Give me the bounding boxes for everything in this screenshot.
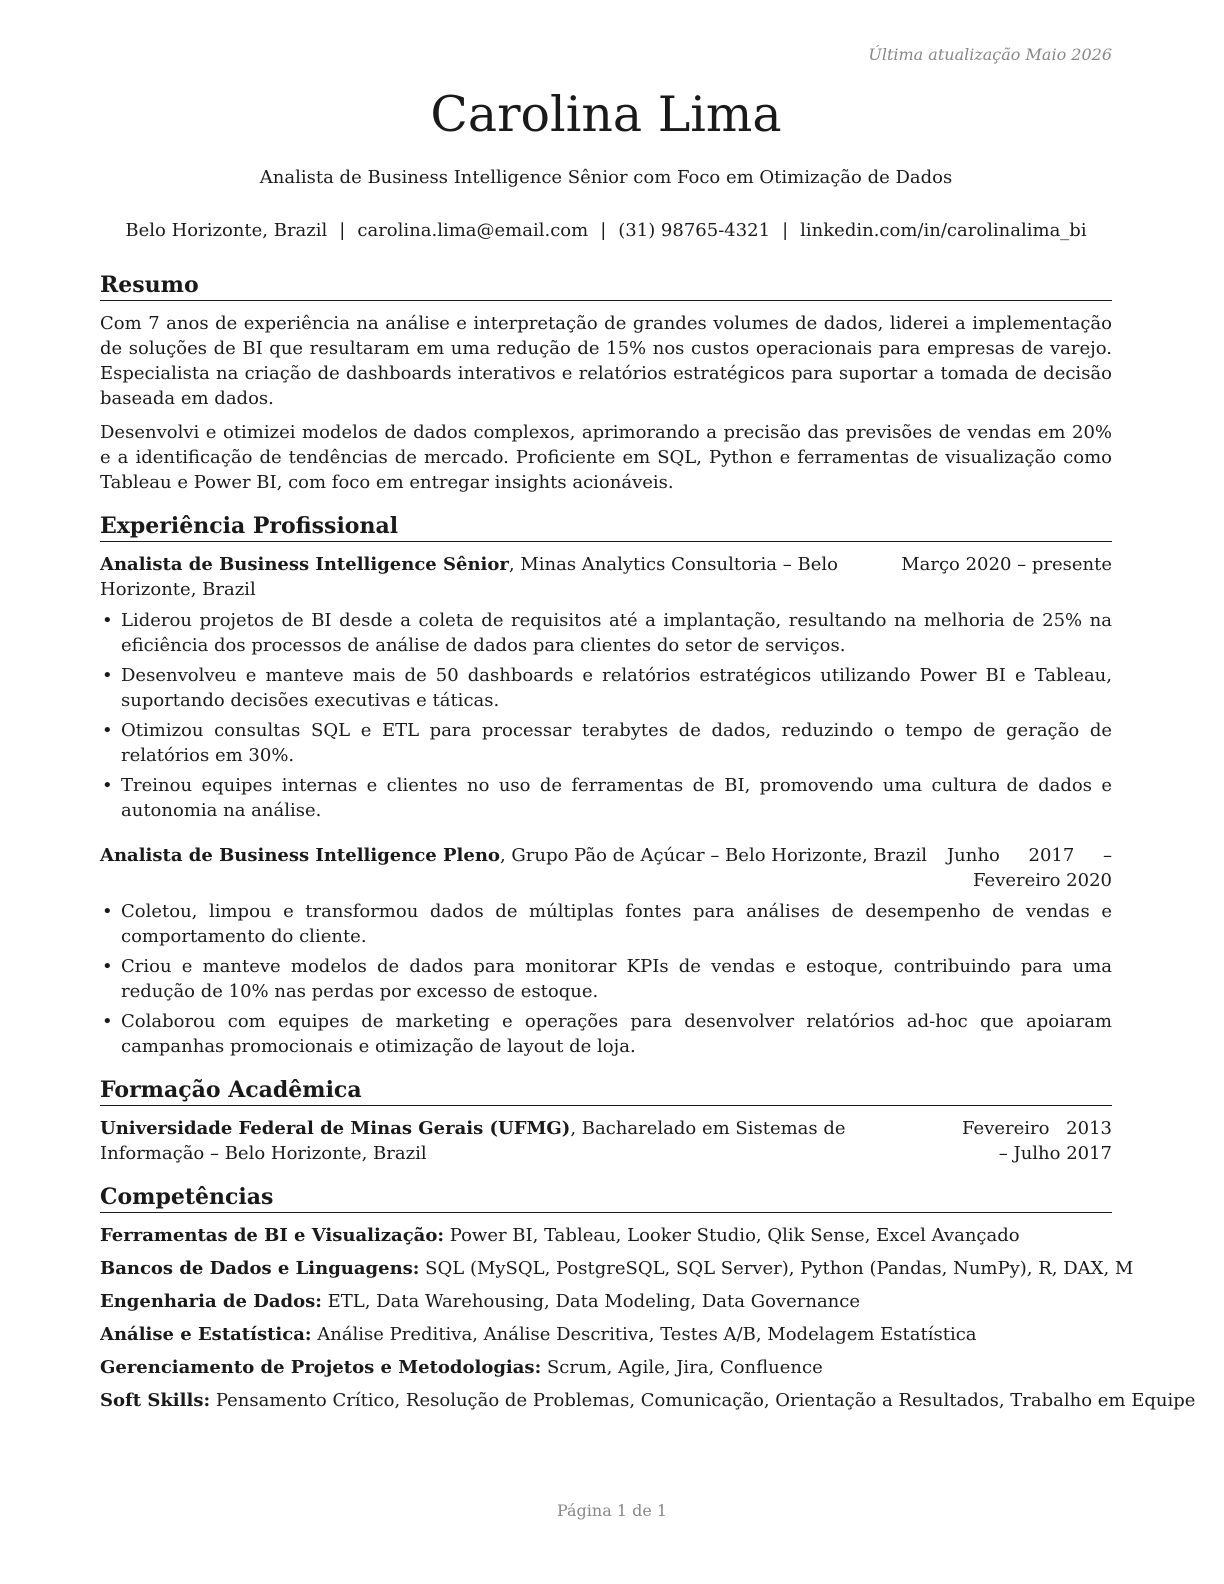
summary-paragraph: Com 7 anos de experiência na análise e interpretação de grandes volumes de dados, liderei a implementação de soluções de BI que resultaram em uma redução de 15% nos custos operacionais para empresas de varejo. Especialista na criação de dashboards interativos e relatórios estratégicos para suportar a tomada de decisão baseada em dados. [100, 313, 1112, 409]
skill-value: Power BI, Tableau, Looker Studio, Qlik Sense, Excel Avançado [443, 1225, 1020, 1246]
job-bullet: • Desenvolveu e manteve mais de 50 dashboards e relatórios estratégicos utilizando Power BI e Tableau, suportando decisões executivas e táticas. [100, 663, 1112, 713]
contact-location: Belo Horizonte, Brazil [125, 220, 328, 241]
page-number: Página 1 de 1 [556, 1501, 668, 1520]
job-bullet: • Liderou projetos de BI desde a coleta de requisitos até a implantação, resultando na melhoria de 25% na eficiência dos processos de análise de dados para clientes do setor de serviços. [100, 608, 1112, 658]
job-bullet: • Criou e manteve modelos de dados para monitorar KPIs de vendas e estoque, contribuindo para uma redução de 10% nas perdas por excesso de estoque. [100, 954, 1112, 1004]
skill-value: Análise Preditiva, Análise Descritiva, Testes A/B, Modelagem Estatística [311, 1324, 977, 1345]
education-entry [100, 1116, 1112, 1166]
job-entry [100, 843, 1112, 1059]
skill-value: ETL, Data Warehousing, Data Modeling, Data Governance [321, 1291, 861, 1312]
skill-row [100, 1388, 1196, 1413]
education-school: Universidade Federal de Minas Gerais (UFMG) [100, 1118, 571, 1139]
job-bullet: • Otimizou consultas SQL e ETL para processar terabytes de dados, reduzindo o tempo de geração de relatórios em 30%. [100, 718, 1112, 768]
job-bullets [100, 899, 1112, 1059]
education-section [100, 1075, 1112, 1166]
skill-row [100, 1256, 1134, 1281]
skill-label: Análise e Estatística: [100, 1324, 312, 1345]
job-bullet: • Treinou equipes internas e clientes no uso de ferramentas de BI, promovendo uma cultura de dados e autonomia na análise. [100, 773, 1112, 823]
skill-label: Soft Skills: [100, 1390, 211, 1411]
skill-row [100, 1223, 1112, 1248]
job-dates: Março 2020 – presente [901, 554, 1112, 575]
job-header [100, 552, 1112, 602]
resume-content [100, 270, 1196, 1429]
job-company: , Grupo Pão de Açúcar – Belo Horizonte, Brazil [499, 845, 927, 866]
contact-separator: | [339, 220, 346, 241]
skill-row [100, 1355, 1112, 1380]
skill-label: Gerenciamento de Projetos e Metodologias: [100, 1357, 542, 1378]
job-entry [100, 552, 1112, 823]
skill-value: Scrum, Agile, Jira, Confluence [541, 1357, 823, 1378]
skill-value: Pensamento Crítico, Resolução de Problemas, Comunicação, Orientação a Resultados, Trabalho em Equipe [210, 1390, 1196, 1411]
job-company: , Minas Analytics Consultoria – Belo Horizonte, Brazil [100, 554, 838, 600]
job-role: Analista de Business Intelligence Pleno [100, 845, 500, 866]
candidate-name: Carolina Lima [430, 86, 782, 143]
education-detail: , Bacharelado em Sistemas de Informação – Belo Horizonte, Brazil [100, 1118, 846, 1164]
section-title-summary: Resumo [100, 270, 1112, 301]
education-title-line [100, 1116, 962, 1166]
resume-page [100, 0, 1196, 1584]
last-updated: Última atualização Maio 2026 [868, 45, 1112, 64]
job-title-line [100, 552, 901, 602]
skill-row [100, 1322, 1112, 1347]
job-dates: Junho 2017 – Fevereiro 2020 [946, 845, 1112, 891]
section-title-skills: Competências [100, 1182, 1112, 1213]
summary-paragraph: Desenvolvi e otimizei modelos de dados complexos, aprimorando a precisão das previsões de vendas em 20% e a identificação de tendências de mercado. Proficiente em SQL, Python e ferramentas de visualização como Tableau e Power BI, com foco em entregar insights acionáveis. [100, 422, 1112, 493]
candidate-headline: Analista de Business Intelligence Sênior com Foco em Otimização de Dados [259, 167, 953, 188]
job-bullet: • Colaborou com equipes de marketing e operações para desenvolver relatórios ad-hoc que apoiaram campanhas promocionais e otimização de layout de loja. [100, 1009, 1112, 1059]
skill-label: Engenharia de Dados: [100, 1291, 322, 1312]
job-header [100, 843, 1112, 893]
contact-separator: | [600, 220, 607, 241]
skill-label: Bancos de Dados e Linguagens: [100, 1258, 420, 1279]
skills-section [100, 1182, 1196, 1413]
section-title-education: Formação Acadêmica [100, 1075, 1112, 1106]
job-role: Analista de Business Intelligence Sênior [100, 554, 509, 575]
contact-line [100, 220, 1112, 241]
skill-label: Ferramentas de BI e Visualização: [100, 1225, 444, 1246]
education-dates: Fevereiro 2013 – Julho 2017 [962, 1118, 1112, 1164]
contact-email: carolina.lima@email.com [357, 220, 589, 241]
summary-section [100, 270, 1112, 495]
experience-section [100, 511, 1112, 1059]
job-bullet: • Coletou, limpou e transformou dados de múltiplas fontes para análises de desempenho de vendas e comportamento do cliente. [100, 899, 1112, 949]
contact-phone: (31) 98765-4321 [618, 220, 771, 241]
job-title-line [100, 843, 947, 868]
skill-row [100, 1289, 1112, 1314]
section-title-experience: Experiência Profissional [100, 511, 1112, 542]
skill-value: SQL (MySQL, PostgreSQL, SQL Server), Python (Pandas, NumPy), R, DAX, M [419, 1258, 1134, 1279]
job-bullets [100, 608, 1112, 823]
contact-linkedin: linkedin.com/in/carolinalima_bi [800, 220, 1087, 241]
contact-separator: | [782, 220, 789, 241]
